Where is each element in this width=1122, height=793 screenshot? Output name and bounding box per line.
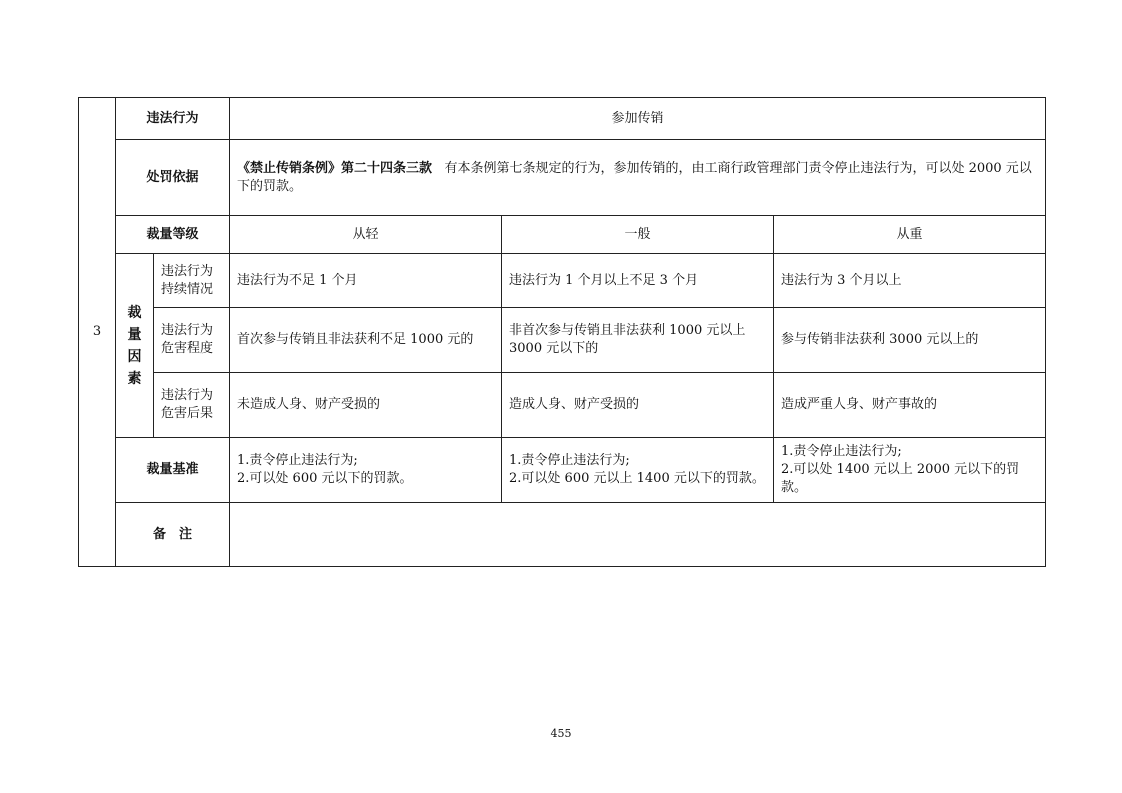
factor-cell: 参与传销非法获利 3000 元以上的 xyxy=(774,308,1046,373)
violation-row xyxy=(79,98,1046,140)
levels-row xyxy=(79,216,1046,254)
factor-row xyxy=(79,254,1046,308)
remarks-value xyxy=(230,503,1046,567)
factor-cell: 违法行为不足 1 个月 xyxy=(230,254,502,308)
factors-label-cell xyxy=(116,254,154,438)
basis-label: 处罚依据 xyxy=(116,140,230,216)
standard-line: 2.可以处 600 元以下的罚款。 xyxy=(237,471,413,486)
penalty-table xyxy=(78,97,1046,567)
factor-name: 违法行为持续情况 xyxy=(154,254,230,308)
factor-name: 违法行为危害后果 xyxy=(154,373,230,438)
standard-cell xyxy=(502,438,774,503)
standard-row xyxy=(79,438,1046,503)
level-normal: 一般 xyxy=(502,216,774,254)
factors-label: 裁量因素 xyxy=(127,304,142,387)
violation-label: 违法行为 xyxy=(116,98,230,140)
remarks-row xyxy=(79,503,1046,567)
basis-text: 有本条例第七条规定的行为，参加传销的，由工商行政管理部门责令停止违法行为，可以处 2000 元以下的罚款。 xyxy=(237,160,1032,194)
row-index: 3 xyxy=(79,98,116,567)
factor-cell: 造成人身、财产受损的 xyxy=(502,373,774,438)
remarks-label: 备 注 xyxy=(116,503,230,567)
factor-cell: 非首次参与传销且非法获利 1000 元以上 3000 元以下的 xyxy=(502,308,774,373)
factor-row xyxy=(79,373,1046,438)
standard-line: 1.责令停止违法行为; xyxy=(237,453,358,468)
standard-line: 2.可以处 600 元以上 1400 元以下的罚款。 xyxy=(509,471,765,486)
factor-cell: 首次参与传销且非法获利不足 1000 元的 xyxy=(230,308,502,373)
violation-value: 参加传销 xyxy=(230,98,1046,140)
basis-title: 《禁止传销条例》第二十四条三款 xyxy=(237,160,433,176)
level-heavy: 从重 xyxy=(774,216,1046,254)
factor-name: 违法行为危害程度 xyxy=(154,308,230,373)
basis-cell xyxy=(230,140,1046,216)
factor-cell: 造成严重人身、财产事故的 xyxy=(774,373,1046,438)
standard-cell xyxy=(230,438,502,503)
level-light: 从轻 xyxy=(230,216,502,254)
factor-cell: 违法行为 1 个月以上不足 3 个月 xyxy=(502,254,774,308)
factor-row xyxy=(79,308,1046,373)
levels-label: 裁量等级 xyxy=(116,216,230,254)
factor-cell: 违法行为 3 个月以上 xyxy=(774,254,1046,308)
standard-cell xyxy=(774,438,1046,503)
standard-line: 1.责令停止违法行为; xyxy=(781,444,902,459)
basis-row xyxy=(79,140,1046,216)
standard-label: 裁量基准 xyxy=(116,438,230,503)
standard-line: 2.可以处 1400 元以上 2000 元以下的罚款。 xyxy=(781,462,1020,495)
factor-cell: 未造成人身、财产受损的 xyxy=(230,373,502,438)
page-number: 455 xyxy=(550,727,572,740)
standard-line: 1.责令停止违法行为; xyxy=(509,453,630,468)
